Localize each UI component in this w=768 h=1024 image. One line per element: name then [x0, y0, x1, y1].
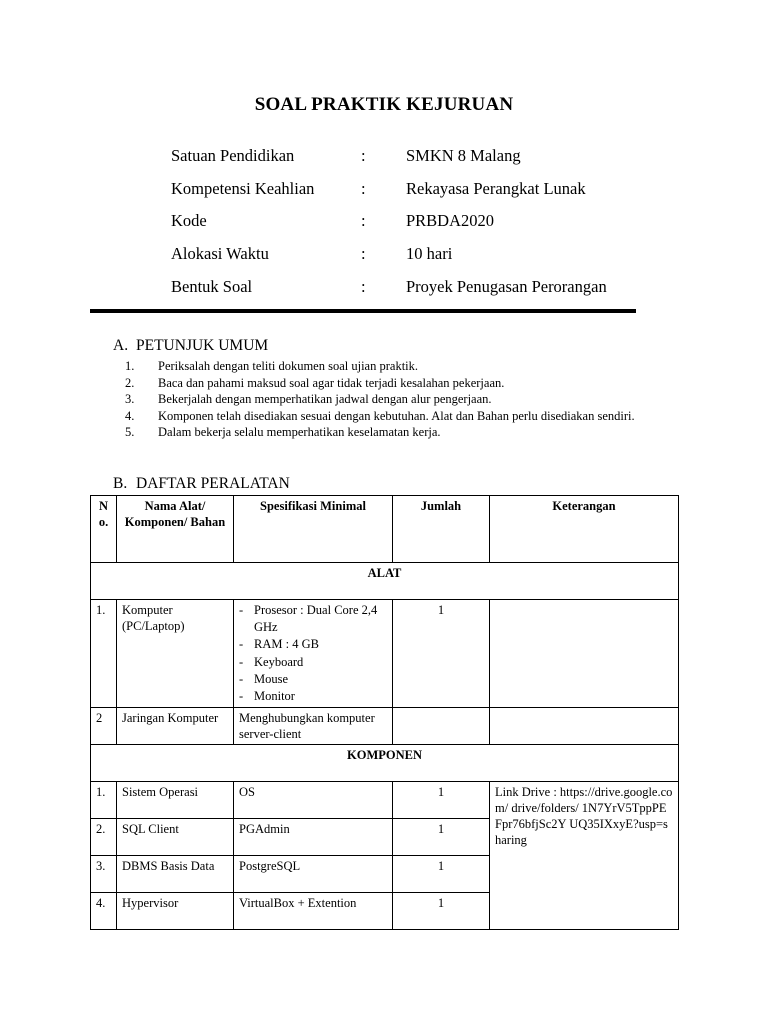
info-colon: :: [361, 277, 366, 296]
document-title: SOAL PRAKTIK KEJURUAN: [254, 94, 514, 115]
list-item: [125, 408, 678, 425]
list-text: Dalam bekerja selalu memperhatikan keselamatan kerja.: [158, 425, 441, 439]
cell-no: 2: [91, 708, 117, 745]
cell-spesifikasi: PostgreSQL: [234, 856, 393, 893]
cell-spesifikasi: OS: [234, 782, 393, 819]
cell-keterangan-link: [490, 782, 679, 930]
cell-no: 4.: [91, 893, 117, 930]
header-nama: Nama Alat/ Komponen/ Bahan: [117, 496, 234, 563]
info-label: Kode: [171, 211, 207, 230]
cell-nama: Jaringan Komputer: [117, 708, 234, 745]
equipment-table: [90, 495, 679, 930]
cell-no: 3.: [91, 856, 117, 893]
list-text: Periksalah dengan teliti dokumen soal ujian praktik.: [158, 359, 419, 373]
list-number: 2.: [125, 375, 135, 390]
info-value: Proyek Penugasan Perorangan: [406, 277, 607, 296]
info-label: Bentuk Soal: [171, 277, 253, 296]
header-no: N o.: [91, 496, 117, 563]
cell-no: 1.: [91, 600, 117, 708]
spec-item: - Keyboard: [239, 654, 387, 671]
cell-jumlah: [393, 708, 490, 745]
header-jumlah: Jumlah: [393, 496, 490, 563]
info-value: Rekayasa Perangkat Lunak: [406, 179, 586, 198]
cell-no: 2.: [91, 819, 117, 856]
info-value: SMKN 8 Malang: [406, 146, 521, 165]
list-number: 4.: [125, 408, 135, 423]
info-colon: :: [361, 244, 366, 263]
section-b-heading: [113, 475, 290, 493]
list-number: 3.: [125, 392, 135, 406]
cell-keterangan: [490, 600, 679, 708]
list-item: [125, 391, 678, 408]
info-value: PRBDA2020: [406, 211, 495, 230]
cell-jumlah: 1: [393, 782, 490, 819]
list-text: Komponen telah disediakan sesuai dengan kebutuhan. Alat dan Bahan perlu disediakan sendiri.: [158, 408, 635, 423]
group-row-komponen: [91, 745, 679, 782]
guide-list: [125, 358, 678, 441]
cell-nama: Hypervisor: [117, 893, 234, 930]
info-label: Alokasi Waktu: [171, 244, 269, 263]
cell-spesifikasi: PGAdmin: [234, 819, 393, 856]
cell-jumlah: 1: [393, 893, 490, 930]
group-heading-alat: ALAT: [91, 563, 679, 600]
cell-jumlah: 1: [393, 600, 490, 708]
cell-nama: Sistem Operasi: [117, 782, 234, 819]
cell-nama: SQL Client: [117, 819, 234, 856]
list-number: 1.: [125, 359, 135, 373]
list-number: 5.: [125, 425, 135, 439]
table-row: [91, 600, 679, 708]
list-item: [125, 375, 678, 392]
spec-item: - Monitor: [239, 688, 387, 705]
header-spesifikasi: Spesifikasi Minimal: [234, 496, 393, 563]
section-letter: B.: [113, 475, 128, 492]
info-label: Satuan Pendidikan: [171, 146, 295, 165]
cell-spesifikasi: VirtualBox + Extention: [234, 893, 393, 930]
cell-jumlah: 1: [393, 856, 490, 893]
list-text: Baca dan pahami maksud soal agar tidak terjadi kesalahan pekerjaan.: [158, 375, 505, 390]
cell-no: 1.: [91, 782, 117, 819]
section-title: PETUNJUK UMUM: [136, 337, 269, 354]
info-colon: :: [361, 146, 366, 165]
group-heading-komponen: KOMPONEN: [91, 745, 679, 782]
section-title: DAFTAR PERALATAN: [136, 475, 290, 492]
section-letter: A.: [113, 337, 129, 354]
spec-list: [239, 602, 387, 705]
cell-spesifikasi: Menghubungkan komputer server-client: [234, 708, 393, 745]
cell-keterangan: [490, 708, 679, 745]
info-value: 10 hari: [406, 244, 453, 263]
header-keterangan: Keterangan: [490, 496, 679, 563]
group-row-alat: [91, 563, 679, 600]
section-a-heading: [113, 337, 268, 355]
cell-nama: DBMS Basis Data: [117, 856, 234, 893]
spec-item: - Mouse: [239, 671, 387, 688]
list-text: Bekerjalah dengan memperhatikan jadwal dengan alur pengerjaan.: [158, 392, 492, 406]
table-row: [91, 782, 679, 819]
list-item: [125, 424, 678, 441]
info-colon: :: [361, 179, 366, 198]
drive-link-text: Link Drive : https://drive.google.com/ drive/folders/ 1N7YrV5TppPEFpr76bfjSc2Y UQ35IXxyE?usp=sharing: [495, 785, 673, 848]
spec-item: - RAM : 4 GB: [239, 636, 387, 653]
cell-spesifikasi: [234, 600, 393, 708]
header-divider: [90, 309, 636, 313]
info-label: Kompetensi Keahlian: [171, 179, 315, 198]
info-colon: :: [361, 211, 366, 230]
spec-item: - Prosesor : Dual Core 2,4 GHz: [239, 602, 387, 636]
cell-jumlah: 1: [393, 819, 490, 856]
list-item: [125, 358, 678, 375]
table-row: [91, 708, 679, 745]
cell-nama: Komputer (PC/Laptop): [117, 600, 234, 708]
table-header-row: [91, 496, 679, 563]
